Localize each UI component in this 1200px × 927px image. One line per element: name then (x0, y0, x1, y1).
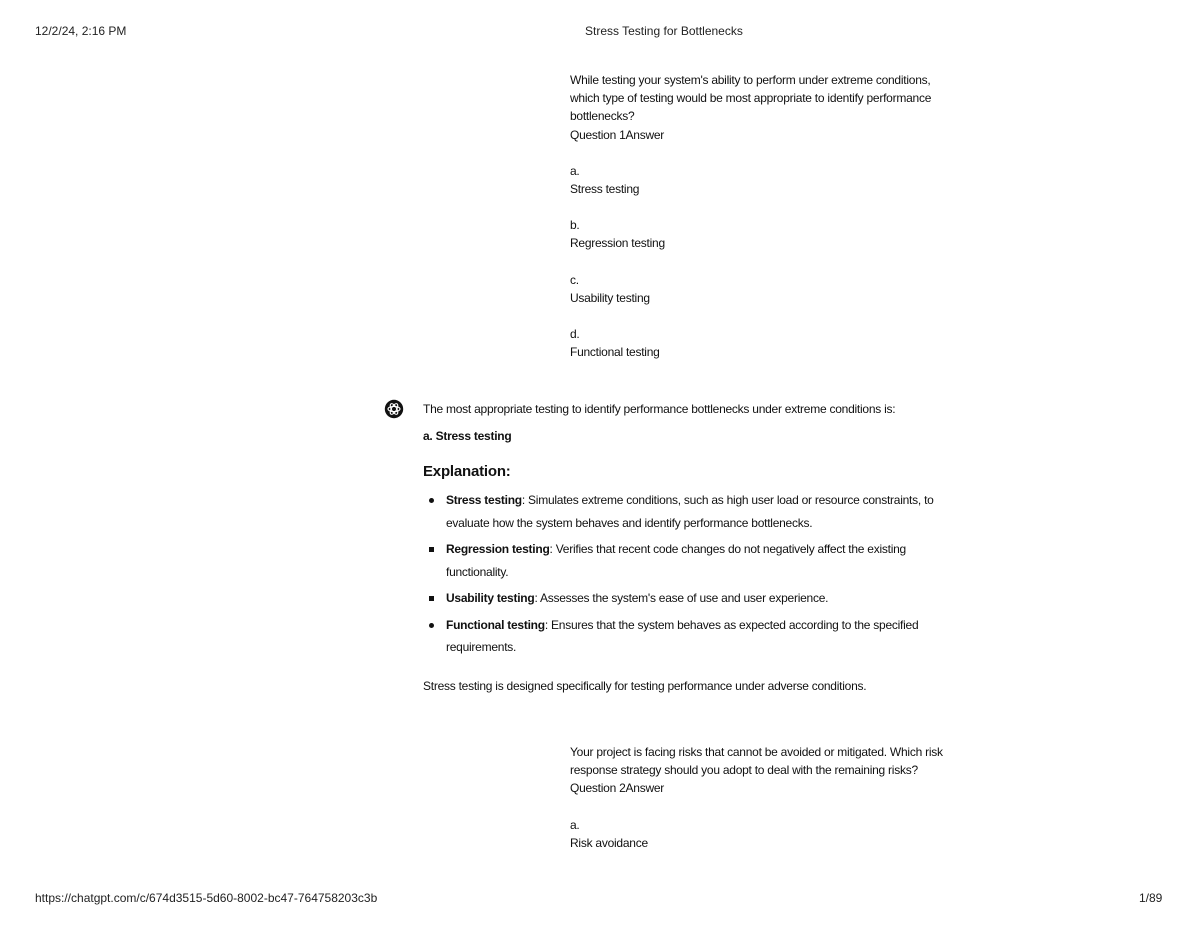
answer-intro: The most appropriate testing to identify performance bottlenecks under extreme conditions is: (423, 402, 896, 416)
explanation-heading: Explanation: (423, 463, 511, 480)
answer-summary: Stress testing is designed specifically for testing performance under adverse conditions. (423, 679, 867, 693)
question-1 (570, 71, 955, 361)
question-2-label: Question 2Answer (570, 781, 665, 796)
option-a-text: Risk avoidance (570, 835, 648, 850)
item-term: Functional testing (446, 617, 545, 632)
bullet-icon (429, 498, 434, 503)
option-a-letter: a. (570, 817, 580, 832)
option-d-letter: d. (570, 327, 580, 342)
item-term: Stress testing (446, 493, 522, 507)
print-datetime: 12/2/24, 2:16 PM (35, 24, 127, 38)
item-desc: : Assesses the system's ease of use and user experience. (534, 591, 829, 605)
page-title: Stress Testing for Bottlenecks (585, 24, 743, 38)
item-desc: : Simulates extreme conditions, such as high user load or resource constraints, to evaluate how the system behaves and identify performance bottlenecks. (446, 493, 934, 530)
option-b-letter: b. (570, 218, 580, 233)
list-item (423, 489, 953, 534)
page-number: 1/89 (1139, 891, 1163, 905)
list-item (423, 614, 953, 659)
option-c-text: Usability testing (570, 290, 650, 305)
list-item (423, 587, 953, 610)
option-c-letter: c. (570, 272, 579, 287)
item-term: Regression testing (446, 542, 550, 556)
bullet-icon (429, 623, 434, 628)
option-a-text: Stress testing (570, 182, 640, 197)
item-term: Usability testing (446, 591, 535, 605)
option-a-letter: a. (570, 163, 580, 178)
option-b (570, 216, 955, 252)
item-desc: : Ensures that the system behaves as expected according to the specified requirements. (446, 617, 919, 654)
option-a (570, 162, 955, 198)
list-item (423, 538, 953, 583)
assistant-logo-icon (384, 399, 404, 419)
option-b-text: Regression testing (570, 236, 665, 251)
option-d-text: Functional testing (570, 345, 660, 360)
question-1-text: While testing your system's ability to perform under extreme conditions, which type of testing would be most appropriate to identify performance bottlenecks? (570, 73, 932, 124)
answer-choice: a. Stress testing (423, 429, 512, 443)
option-d (570, 325, 955, 361)
bullet-icon (429, 596, 434, 601)
question-2-text: Your project is facing risks that cannot be avoided or mitigated. Which risk response strategy should you adopt to deal with the remaining risks? (570, 745, 943, 778)
question-1-label: Question 1Answer (570, 127, 665, 142)
question-2 (570, 743, 955, 852)
explanation-list (423, 489, 953, 663)
item-desc: : Verifies that recent code changes do not negatively affect the existing functionality. (446, 542, 906, 579)
option-c (570, 271, 955, 307)
bullet-icon (429, 547, 434, 552)
option-a (570, 816, 955, 852)
page-url: https://chatgpt.com/c/674d3515-5d60-8002-bc47-764758203c3b (35, 891, 378, 905)
